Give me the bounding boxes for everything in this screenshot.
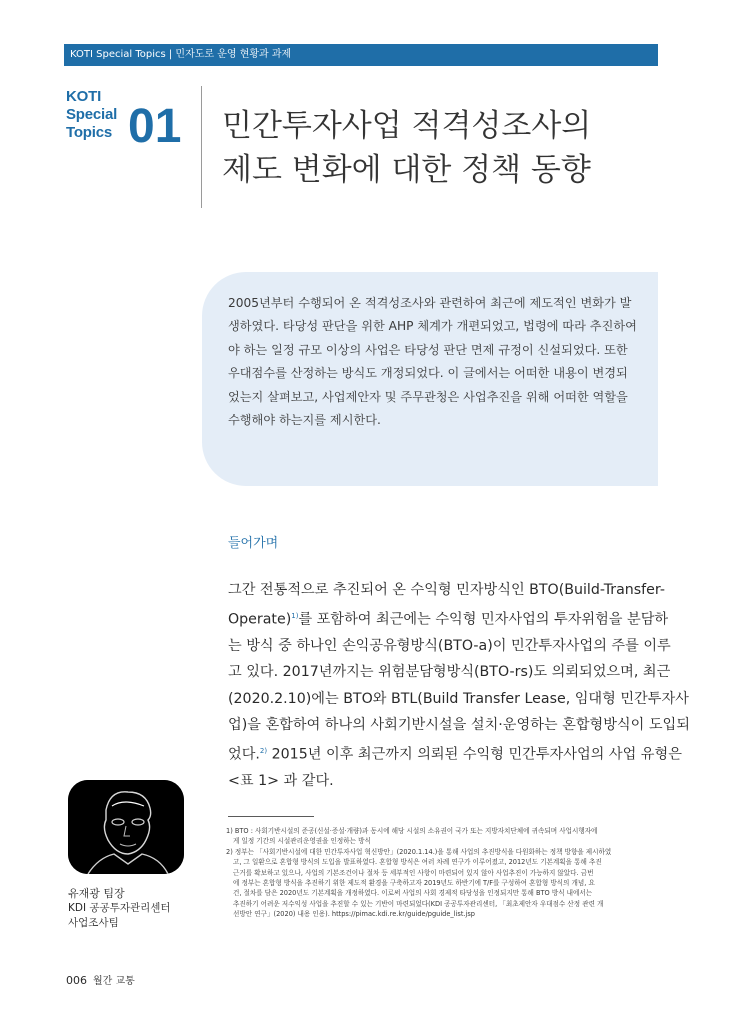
title-line-1: 민간투자사업 적격성조사의 xyxy=(222,108,592,144)
author-org: KDI 공공투자관리센터 xyxy=(68,902,171,914)
footnote-divider xyxy=(228,816,314,817)
body-line: (2020.2.10)에는 BTO와 BTL(Build Transfer Lease, 임대형 민간투자사 xyxy=(228,690,689,707)
footnote-line: 게 일정 기간의 시설관리운영권을 인정하는 방식 xyxy=(233,837,371,846)
topic-label-line2: Special xyxy=(66,106,118,123)
footnotes xyxy=(226,826,662,920)
body-line xyxy=(228,738,682,768)
body-line: 업)을 혼합하여 하나의 사회기반시설을 설치·운영하는 혼합형방식이 도입되 xyxy=(228,716,690,733)
footnote-line: 추진하기 어려운 저수익성 사업을 추진할 수 있는 기반이 마련되었다(KDI 공공투자관리센터, 「최초제안자 우대점수 산정 관련 개 xyxy=(233,899,604,908)
section-heading: 들어가며 xyxy=(228,536,279,551)
summary-line: 생하였다. 타당성 판단을 위한 AHP 체계가 개편되었고, 법령에 따라 추진하여 xyxy=(228,319,637,334)
body-line: 그간 전통적으로 추진되어 온 수익형 민자방식인 BTO(Build-Transfer- xyxy=(228,582,665,598)
footnote-line: 에 정부는 혼합형 방식을 추진하기 위한 제도적 환경을 구축하고자 2019년도 하반기에 T/F를 구성하여 혼합형 방식의 개념, 요 xyxy=(233,879,595,888)
summary-line: 우대점수를 산정하는 방식도 개정되었다. 이 글에서는 어떠한 내용이 변경되 xyxy=(228,366,628,381)
summary-line: 수행해야 하는지를 제시한다. xyxy=(228,413,381,428)
magazine-name: 월간 교통 xyxy=(93,976,135,987)
summary-line: 야 하는 일정 규모 이상의 사업은 타당성 판단 면제 규정이 신설되었다. 또한 xyxy=(228,342,628,357)
header-text: KOTI Special Topics | 민자도로 운영 현황과 과제 xyxy=(70,49,292,60)
body-text-segment: 었다. xyxy=(228,746,260,763)
topic-label-line1: KOTI xyxy=(66,88,102,105)
body-line: <표 1> 과 같다. xyxy=(228,772,334,789)
footnote-ref-2[interactable]: 2) xyxy=(259,746,268,755)
body-line: 고 있다. 2017년까지는 위험분담형방식(BTO-rs)도 의뢰되었으며, 최근 xyxy=(228,664,671,681)
summary-text xyxy=(228,292,648,432)
page-footer xyxy=(66,972,135,987)
body-line: 는 방식 중 하나인 손익공유형방식(BTO-a)이 민간투자사업의 주를 이루 xyxy=(228,638,671,655)
footnote-ref-1[interactable]: 1) xyxy=(291,612,299,621)
body-text-segment: 2015년 이후 최근까지 의뢰된 수익형 민간투자사업의 사업 유형은 xyxy=(267,746,682,763)
author-name: 유재광 팀장 xyxy=(68,887,125,900)
summary-line: 었는지 살펴보고, 사업제안자 및 주무관청은 사업추진을 위해 어떠한 역할을 xyxy=(228,389,628,404)
title-line-2: 제도 변화에 대한 정책 동향 xyxy=(222,152,591,188)
title-divider xyxy=(201,86,202,208)
author-photo xyxy=(68,780,184,874)
author-dept: 사업조사팀 xyxy=(68,917,119,929)
author-info xyxy=(68,886,208,931)
body-text-segment: 를 포함하여 최근에는 수익형 민자사업의 투자위험을 분담하 xyxy=(298,611,669,628)
footnote-line: 근거를 확보하고 있으나, 사업의 기본조건이나 절차 등 세부적인 사항이 마련되어 있지 않아 사업추진이 가능하지 않았다. 금번 xyxy=(233,868,594,877)
footnote-line: 건, 절차를 담은 2020년도 기본계획을 개정하였다. 이로써 사업의 사회 경제적 타당성을 인정되지만 통해 BTO 방식 내에서는 xyxy=(233,889,593,898)
footnote-line: 선방안 연구」(2020) 내용 인용). https://pimac.kdi.re.kr/guide/pguide_list.jsp xyxy=(233,910,475,919)
topic-label xyxy=(66,88,136,142)
header-bar xyxy=(64,44,658,66)
summary-line: 2005년부터 수행되어 온 적격성조사와 관련하여 최근에 제도적인 변화가 발 xyxy=(228,296,632,310)
article-number: 01 xyxy=(128,100,182,153)
page-number: 006 xyxy=(66,974,87,987)
body-paragraph xyxy=(228,577,690,794)
footnote-line: 1) BTO : 사회기반시설의 준공(신설·증설·개량)과 동시에 해당 시설의 소유권이 국가 또는 지방자치단체에 귀속되며 사업시행자에 xyxy=(226,827,598,835)
footnote-line: 고, 그 일환으로 혼합형 방식의 도입을 발표하였다. 혼합형 방식은 여러 차례 연구가 이루어졌고, 2012년도 기본계획을 통해 추진 xyxy=(233,858,602,867)
body-line xyxy=(228,603,669,633)
footnote-line: 2) 정부는 「사회기반시설에 대한 민간투자사업 혁신방안」(2020.1.14.)을 통해 사업의 추진방식을 다원화하는 정책 방향을 제시하였 xyxy=(226,847,612,856)
page-title xyxy=(222,104,662,192)
topic-label-line3: Topics xyxy=(66,124,113,141)
body-text-segment: Operate) xyxy=(228,611,292,628)
